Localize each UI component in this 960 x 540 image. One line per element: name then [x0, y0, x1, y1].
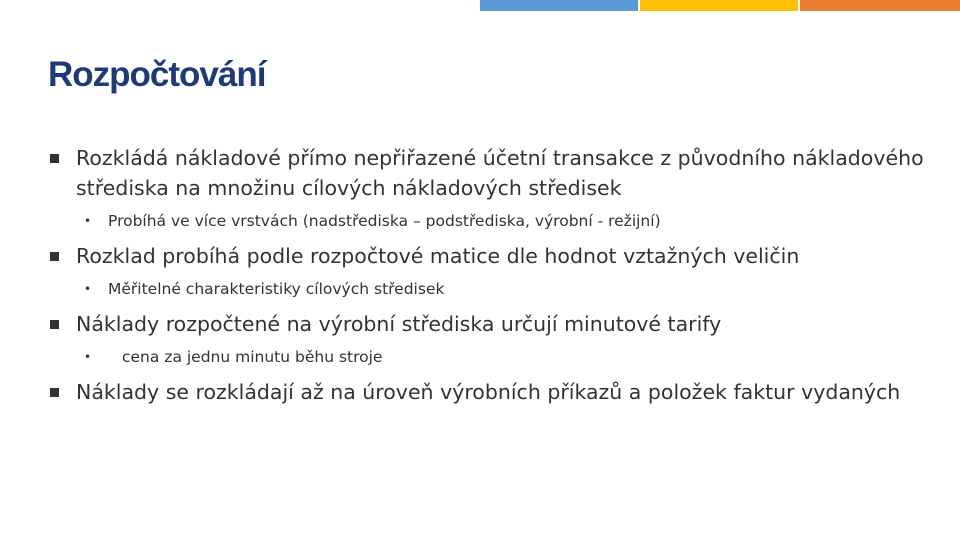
slide-title: Rozpočtování — [48, 55, 266, 94]
dot-bullet-icon: • — [84, 282, 92, 296]
bullet-item — [50, 309, 940, 339]
sub-bullet-text: cena za jednu minutu běhu stroje — [122, 348, 383, 366]
sub-bullet-text: Probíhá ve více vrstvách (nadstřediska – podstřediska, výrobní - režijní) — [108, 212, 661, 230]
bullet-item — [50, 143, 940, 203]
accent-bar-blue — [480, 0, 638, 11]
accent-bar-yellow — [640, 0, 798, 11]
sub-bullet-text: Měřitelné charakteristiky cílových středisek — [108, 280, 445, 298]
bullet-text: Náklady rozpočtené na výrobní střediska určují minutové tarify — [76, 312, 722, 336]
bullet-text: Rozkládá nákladové přímo nepřiřazené účetní transakce z původního nákladového střediska na množinu cílových nákladových středisek — [76, 146, 924, 200]
square-bullet-icon — [50, 154, 59, 163]
accent-bar-orange — [800, 0, 960, 11]
bullet-item — [50, 377, 940, 407]
dot-bullet-icon: • — [84, 350, 92, 364]
square-bullet-icon — [50, 252, 59, 261]
dot-bullet-icon: • — [84, 214, 92, 228]
sub-bullet-item — [50, 277, 940, 301]
square-bullet-icon — [50, 388, 59, 397]
bullet-text: Náklady se rozkládají až na úroveň výrobních příkazů a položek faktur vydaných — [76, 380, 901, 404]
sub-bullet-item — [50, 209, 940, 233]
bullet-text: Rozklad probíhá podle rozpočtové matice dle hodnot vztažných veličin — [76, 244, 800, 268]
square-bullet-icon — [50, 320, 59, 329]
bullet-item — [50, 241, 940, 271]
sub-bullet-item — [50, 345, 940, 369]
bullet-list — [50, 143, 940, 407]
